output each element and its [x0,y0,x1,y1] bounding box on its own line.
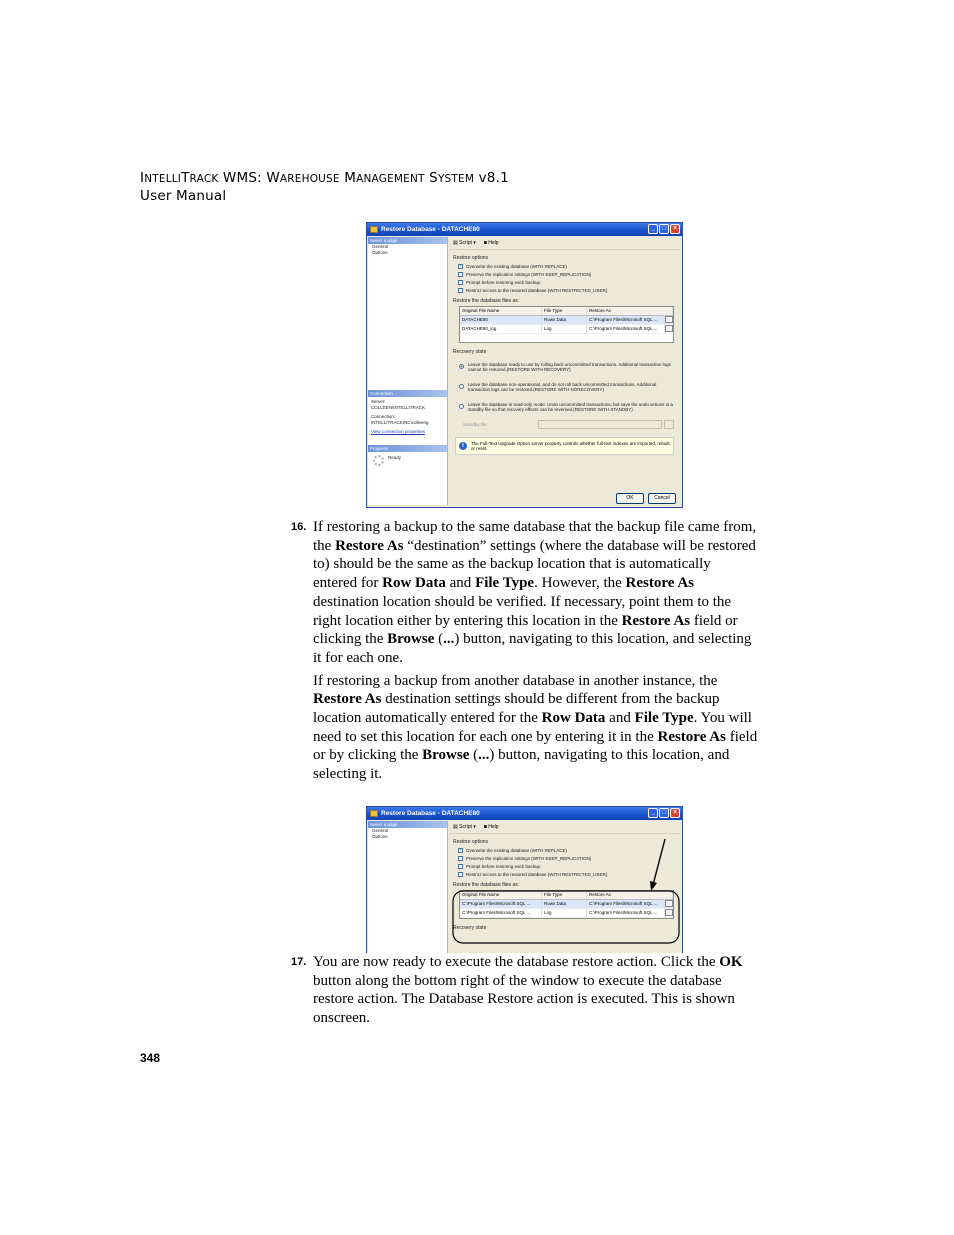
text-run: field or clicking the [313,612,738,648]
table-row[interactable]: C:\Program Files\Microsoft SQL ... Rows Data C:\Program Files\Microsoft SQL ... [460,900,673,909]
bold-term: Browse [387,631,435,648]
restore-options-label: Restore options [453,839,489,845]
progress-spinner-icon [373,455,384,466]
info-icon: i [459,442,467,450]
text-run: ) button, navigating to this location, and selecting it for each one. [313,631,752,666]
window-title: Restore Database - DATACHE80 [381,810,480,817]
text-run: . However, the [534,575,626,592]
step-17-paragraph [313,953,758,1028]
grid-header: File Type [542,891,587,899]
connection-value: INTELLITRACKINC\colleeng [371,420,429,425]
step-17-text [313,953,758,1028]
unchecked-box-icon[interactable] [458,856,463,861]
grid-header: Restore As [587,307,673,315]
step-16-paragraph-2 [313,672,758,784]
options-panel: ▤ Script ▾ ◙ Help Restore options ✓ Overwrite the existing database (WITH REPLACE) Preserve the replication settings (WITH KEEP_REPLICATION) Prompt before restoring each backup Restrict access to the restored database (WITH RESTRICTED_USER) Restore the database files as: Original File Name File Type Restore As DATACHE80 Rows Data C:\Program Files\Microsoft SQL ... DATACHE80_log Log C:\Program Files\Microsoft SQL ... Recovery state Leave the database ready to use by rolling back uncommitted transactions. Additional transaction logs cannot be restored.(RESTORE WITH RECOVERY) Leave the database non-operational, and do not roll back uncommitted transactions. Additional transaction logs can be restored.(RESTORE WITH NORECOVERY) Leave the database in read-only mode. Undo uncommitted transactions, but save the undo actions in a standby file so that recovery effects can be reversed.(RESTORE WITH STANDBY) Standby file: i The Full-Text Upgrade Option server property controls whether full-text indexes are imported, rebuilt, or reset. [449,237,680,455]
table-row[interactable]: C:\Program Files\Microsoft SQL ... Log C:\Program Files\Microsoft SQL ... [460,909,673,918]
restore-option-checkbox[interactable] [458,848,680,853]
minimize-button[interactable]: _ [648,808,658,818]
checked-box-icon[interactable]: ✓ [459,847,464,853]
table-row[interactable]: DATACHE80 Rows Data C:\Program Files\Microsoft SQL ... [460,316,673,325]
app-icon [370,226,378,233]
unchecked-box-icon[interactable] [458,864,463,869]
select-page-header: Select a page [368,237,447,244]
step-16-number: 16. [291,521,307,533]
standby-file-input[interactable] [538,420,662,429]
unchecked-box-icon[interactable] [458,872,463,877]
sidebar-item-general[interactable]: General [372,244,389,249]
sidebar-item-options[interactable]: Options [372,250,388,255]
view-connection-link[interactable]: View connection properties [371,429,425,434]
script-button[interactable]: ▤ Script ▾ [453,240,476,246]
browse-button[interactable] [665,900,673,907]
restore-database-screenshot-2 [366,806,683,953]
files-grid [459,890,674,919]
option-label: Preserve the replication settings (WITH KEEP_REPLICATION) [466,272,592,277]
restore-option-checkbox[interactable] [458,288,680,293]
bold-term: Restore As [657,728,726,745]
table-row[interactable]: DATACHE80_log Log C:\Program Files\Microsoft SQL ... [460,325,673,334]
close-button[interactable]: × [670,224,680,234]
unchecked-box-icon[interactable] [458,288,463,293]
window-titlebar [367,807,682,820]
recovery-radio[interactable] [459,364,464,369]
running-header [140,170,509,205]
sidebar [368,237,448,505]
sidebar-item-general[interactable]: General [372,828,389,833]
select-page-header: Select a page [368,821,447,828]
restore-option-checkbox[interactable] [458,856,680,861]
connection-label: Connection: [371,414,396,419]
checked-box-icon[interactable]: ✓ [459,263,464,269]
restore-as-field[interactable]: C:\Program Files\Microsoft SQL ... [587,900,665,908]
bold-term: Row Data [382,575,446,592]
help-button[interactable]: ◙ Help [483,240,499,246]
norecovery-radio[interactable] [459,384,464,389]
option-label: Restrict access to the restored database (WITH RESTRICTED_USER) [466,288,608,293]
text-run: “destination” settings (where the database will be restored to) should be the same as the backup location that is automatically entered for [313,537,756,592]
text-run: ( [469,747,479,764]
recovery-state-label: Recovery state [453,349,487,355]
window-titlebar [367,223,682,236]
bold-term: Row Data [541,710,606,727]
bold-term: ... [443,631,455,648]
script-button[interactable]: ▤ Script ▾ [453,824,476,830]
grid-header: Original File Name [460,891,542,899]
restore-as-field[interactable]: C:\Program Files\Microsoft SQL ... [587,316,665,324]
restore-option-checkbox[interactable] [458,280,680,285]
bold-term: Restore As [335,537,404,554]
header-subtitle: User Manual [140,188,227,204]
step-16-text [313,518,758,784]
restore-database-screenshot-1 [366,222,683,508]
bold-term: Restore As [625,575,695,592]
restore-option-checkbox[interactable] [458,872,680,877]
option-label: Overwrite the existing database (WITH REPLACE) [466,264,568,269]
close-button[interactable]: × [670,808,680,818]
grid-header: Original File Name [460,307,542,315]
option-label: Prompt before restoring each backup [466,864,541,869]
standby-radio[interactable] [459,404,464,409]
text-run: destination location should be verified. If necessary, point them to the right location either by entering this location in the [313,593,732,629]
text-run: . You will need to set this location for each one by entering it in the [313,710,752,745]
bold-term: ... [478,747,490,764]
files-label: Restore the database files as: [453,882,520,888]
option-label: Prompt before restoring each backup [466,280,541,285]
text-run: destination settings should be different from the backup location automatically entered for the [313,691,720,727]
text-run: You are now ready to execute the database restore action. Click the [313,954,720,970]
page-number: 348 [140,1051,161,1065]
progress-status: Ready [388,455,402,460]
server-label: Server: [371,399,386,404]
browse-button[interactable] [665,909,673,916]
restore-option-checkbox[interactable] [458,272,680,277]
ok-button[interactable]: OK [616,493,644,504]
files-label: Restore the database files as: [453,298,520,304]
standby-browse-button[interactable] [664,420,674,429]
text-run: If restoring a backup to the same database that the backup file came from, the [313,519,757,554]
bold-term: Browse [422,747,470,764]
maximize-button[interactable]: □ [659,224,669,234]
help-button[interactable]: ◙ Help [483,824,499,830]
browse-button[interactable] [665,316,673,323]
option-label: Overwrite the existing database (WITH REPLACE) [466,848,568,853]
progress-header: Progress [368,445,447,452]
bold-term: Restore As [621,612,691,629]
bold-term: File Type [634,710,694,727]
restore-as-field[interactable]: C:\Program Files\Microsoft SQL ... [587,325,665,333]
restore-options-label: Restore options [453,255,489,261]
option-label: Restrict access to the restored database (WITH RESTRICTED_USER) [466,872,608,877]
bold-term: File Type [475,575,535,592]
unchecked-box-icon[interactable] [458,280,463,285]
recovery-state-label: Recovery state [453,925,487,931]
text-run: ) button, navigating to this location, and selecting it. [313,747,730,783]
text-run: and [445,575,476,592]
bold-term: Restore As [313,691,382,708]
restore-option-checkbox[interactable] [458,864,680,869]
info-box: i The Full-Text Upgrade Option server property controls whether full-text indexes are imported, rebuilt, or reset. [455,437,674,455]
text-run: and [605,710,635,727]
grid-header: File Type [542,307,587,315]
app-icon [370,810,378,817]
cancel-button[interactable]: Cancel [648,493,676,504]
restore-as-field[interactable]: C:\Program Files\Microsoft SQL ... [587,909,665,917]
files-grid [459,306,674,343]
unchecked-box-icon[interactable] [458,272,463,277]
option-label: Preserve the replication settings (WITH KEEP_REPLICATION) [466,856,592,861]
server-value: COLLEEN\INTELLITRACK [371,405,426,410]
grid-header: Restore As [587,891,673,899]
standby-file-label: Standby file: [463,422,488,427]
sidebar-item-options[interactable]: Options [372,834,388,839]
browse-button[interactable] [665,325,673,332]
maximize-button[interactable]: □ [659,808,669,818]
step-16-paragraph-1 [313,518,758,668]
connection-header: Connection [368,390,447,397]
text-run: If restoring a backup from another database in another instance, the [313,672,718,689]
text-run: field or by clicking the [313,728,758,764]
restore-option-checkbox[interactable] [458,264,680,269]
text-run: button along the bottom right of the window to execute the database restore action. The Database Restore action is executed. This is shown onscreen. [313,972,735,1027]
header-title: INTELLITRACK WMS: WAREHOUSE MANAGEMENT SYSTEM v8.1 [140,170,509,186]
window-title: Restore Database - DATACHE80 [381,226,480,233]
text-run: ( [434,631,444,648]
sidebar [368,821,448,953]
options-panel [449,821,680,931]
minimize-button[interactable]: _ [648,224,658,234]
step-17-number: 17. [291,956,307,968]
bold-term: OK [719,954,743,970]
